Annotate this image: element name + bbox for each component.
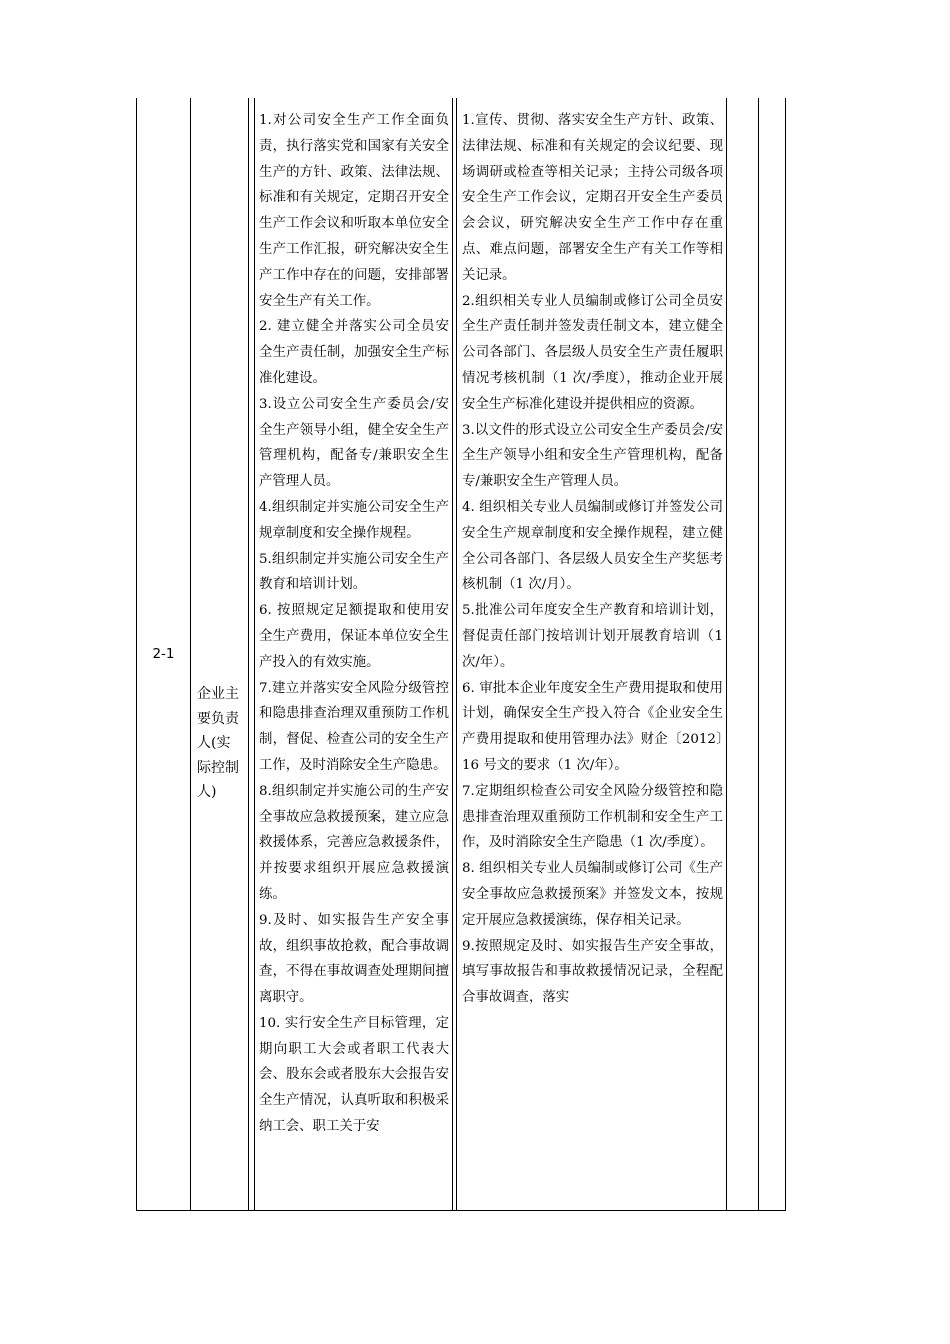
empty-column — [727, 98, 759, 1210]
evidence-item: 3.以文件的形式设立公司安全生产委员会/安全生产领导小组和安全生产管理机构，配备专/兼职安全生产管理人员。 — [462, 422, 723, 490]
evidence-item: 4. 组织相关专业人员编制或修订并签发公司安全生产规章制度和安全操作规程，建立健全公司各部门、各层级人员安全生产奖惩考核机制（1 次/月）。 — [462, 499, 723, 593]
role-name: 企业主要负责人(实际控制人) — [197, 686, 239, 800]
responsibility-table — [136, 98, 786, 1211]
evidence-item: 2.组织相关专业人员编制或修订公司全员安全生产责任制并签发责任制文本，建立健全公司各部门、各层级人员安全生产责任履职情况考核机制（1 次/季度），推动企业开展安全生产标准化建设并提供相应的资源。 — [462, 293, 723, 412]
evidence-item: 9.按照规定及时、如实报告生产安全事故，填写事故报告和事故救援情况记录，全程配合事故调查，落实 — [462, 938, 723, 1006]
duties-text — [259, 108, 449, 1140]
empty-column — [759, 98, 786, 1210]
evidence-column — [457, 98, 727, 1210]
evidence-text — [462, 108, 723, 1011]
duty-item: 8.组织制定并实施公司的生产安全事故应急救援预案，建立应急救援体系，完善应急救援条件，并按要求组织开展应急救援演练。 — [259, 783, 449, 902]
duty-item: 4.组织制定并实施公司安全生产规章制度和安全操作规程。 — [259, 499, 449, 541]
duty-item: 5.组织制定并实施公司安全生产教育和培训计划。 — [259, 551, 449, 593]
row-number: 2-1 — [152, 646, 175, 662]
duty-item: 9.及时、如实报告生产安全事故，组织事故抢救，配合事故调查，不得在事故调查处理期间擅离职守。 — [259, 912, 449, 1006]
evidence-item: 7.定期组织检查公司安全风险分级管控和隐患排查治理双重预防工作机制和安全生产工作，及时消除安全生产隐患（1 次/季度）。 — [462, 783, 723, 851]
duty-item: 3.设立公司安全生产委员会/安全生产领导小组，健全安全生产管理机构，配备专/兼职安全生产管理人员。 — [259, 396, 449, 490]
evidence-item: 8. 组织相关专业人员编制或修订公司《生产安全事故应急救援预案》并签发文本，按规定开展应急救援演练，保存相关记录。 — [462, 861, 723, 928]
duty-item: 1.对公司安全生产工作全面负责，执行落实党和国家有关安全生产的方针、政策、法律法规、标准和有关规定，定期召开安全生产工作会议和听取本单位安全生产工作汇报，研究解决安全生产工作中存在的问题，安排部署安全生产有关工作。 — [259, 113, 449, 309]
evidence-item: 1.宣传、贯彻、落实安全生产方针、政策、法律法规、标准和有关规定的会议纪要、现场调研或检查等相关记录；主持公司级各项安全生产工作会议，定期召开安全生产委员会会议，研究解决安全生产工作中存在重点、难点问题，部署安全生产有关工作等相关记录。 — [462, 113, 723, 283]
duties-column — [255, 98, 453, 1210]
evidence-item: 5.批准公司年度安全生产教育和培训计划，督促责任部门按培训计划开展教育培训（1 次/年）。 — [462, 603, 723, 670]
duty-item: 6. 按照规定足额提取和使用安全生产费用，保证本单位安全生产投入的有效实施。 — [259, 603, 449, 670]
role-column — [191, 98, 249, 1210]
number-column — [137, 98, 191, 1210]
duty-item: 7.建立并落实安全风险分级管控和隐患排查治理双重预防工作机制，督促、检查公司的安全生产工作，及时消除安全生产隐患。 — [259, 680, 449, 773]
evidence-item: 6. 审批本企业年度安全生产费用提取和使用计划，确保安全生产投入符合《企业安全生产费用提取和使用管理办法》财企〔2012〕16 号文的要求（1 次/年）。 — [462, 680, 723, 773]
duty-item: 10. 实行安全生产目标管理，定期向职工大会或者职工代表大会、股东会或者股东大会报告安全生产情况，认真听取和积极采纳工会、职工关于安 — [259, 1015, 449, 1135]
duty-item: 2. 建立健全并落实公司全员安全生产责任制，加强安全生产标准化建设。 — [259, 319, 449, 386]
